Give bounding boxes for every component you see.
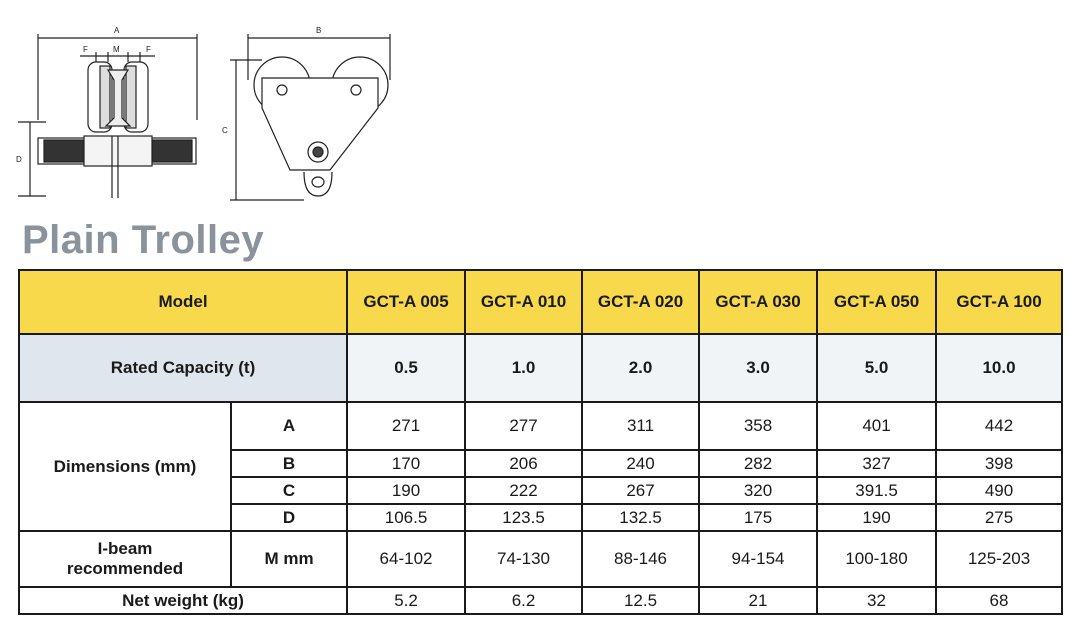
ibeam-value: 64-102 [347,531,465,587]
front-view-label-c: C [222,126,228,135]
dimension-value: 190 [817,504,936,531]
dimension-key: D [231,504,347,531]
dimension-key: A [231,402,347,450]
dimension-value: 271 [347,402,465,450]
model-name: GCT-A 005 [347,270,465,334]
side-view-label-d: D [16,155,22,164]
side-view-label-f-right: F [146,45,151,54]
net-weight-value: 6.2 [465,587,582,614]
capacity-value: 2.0 [582,334,699,402]
front-view-diagram [230,34,390,200]
model-name: GCT-A 030 [699,270,817,334]
dimension-value: 401 [817,402,936,450]
dimension-value: 190 [347,477,465,504]
ibeam-value: 125-203 [936,531,1062,587]
model-header-label: Model [19,270,347,334]
trolley-diagrams [0,0,420,215]
net-weight-row [19,587,1062,614]
net-weight-value: 21 [699,587,817,614]
capacity-value: 1.0 [465,334,582,402]
ibeam-label-line1: I-beam [97,539,153,558]
dimension-value: 132.5 [582,504,699,531]
dimension-value: 311 [582,402,699,450]
ibeam-row [19,531,1062,587]
model-name: GCT-A 020 [582,270,699,334]
dimension-key: C [231,477,347,504]
dimension-value: 222 [465,477,582,504]
model-name: GCT-A 010 [465,270,582,334]
model-name: GCT-A 100 [936,270,1062,334]
ibeam-value: 74-130 [465,531,582,587]
net-weight-value: 32 [817,587,936,614]
net-weight-value: 12.5 [582,587,699,614]
ibeam-label-line2: recommended [66,559,184,578]
dimension-value: 123.5 [465,504,582,531]
dimension-value: 282 [699,450,817,477]
model-name: GCT-A 050 [817,270,936,334]
dimension-row-a [19,402,1062,450]
dimension-value: 442 [936,402,1062,450]
net-weight-label: Net weight (kg) [19,587,347,614]
net-weight-value: 68 [936,587,1062,614]
capacity-value: 10.0 [936,334,1062,402]
dimensions-label: Dimensions (mm) [19,402,231,531]
dimension-value: 106.5 [347,504,465,531]
dimension-value: 398 [936,450,1062,477]
dimension-value: 320 [699,477,817,504]
dimension-value: 391.5 [817,477,936,504]
dimension-key: B [231,450,347,477]
capacity-value: 5.0 [817,334,936,402]
dimension-value: 175 [699,504,817,531]
ibeam-value: 88-146 [582,531,699,587]
side-view-label-f-left: F [83,45,88,54]
capacity-value: 0.5 [347,334,465,402]
page-title: Plain Trolley [22,218,265,262]
capacity-value: 3.0 [699,334,817,402]
ibeam-value: 94-154 [699,531,817,587]
dimension-value: 277 [465,402,582,450]
ibeam-value: 100-180 [817,531,936,587]
side-view-label-a: A [114,26,120,35]
ibeam-unit: M mm [231,531,347,587]
rated-capacity-row [19,334,1062,402]
dimension-value: 490 [936,477,1062,504]
dimension-value: 206 [465,450,582,477]
dimension-value: 327 [817,450,936,477]
net-weight-value: 5.2 [347,587,465,614]
dimension-value: 170 [347,450,465,477]
front-view-label-b: B [316,26,322,35]
side-view-diagram [18,34,197,198]
dimension-value: 240 [582,450,699,477]
dimension-value: 267 [582,477,699,504]
side-view-label-m: M [113,45,120,54]
ibeam-label [19,531,231,587]
dimension-value: 358 [699,402,817,450]
rated-capacity-label: Rated Capacity (t) [19,334,347,402]
specification-table [18,269,1063,615]
model-header-row [19,270,1062,334]
dimension-value: 275 [936,504,1062,531]
